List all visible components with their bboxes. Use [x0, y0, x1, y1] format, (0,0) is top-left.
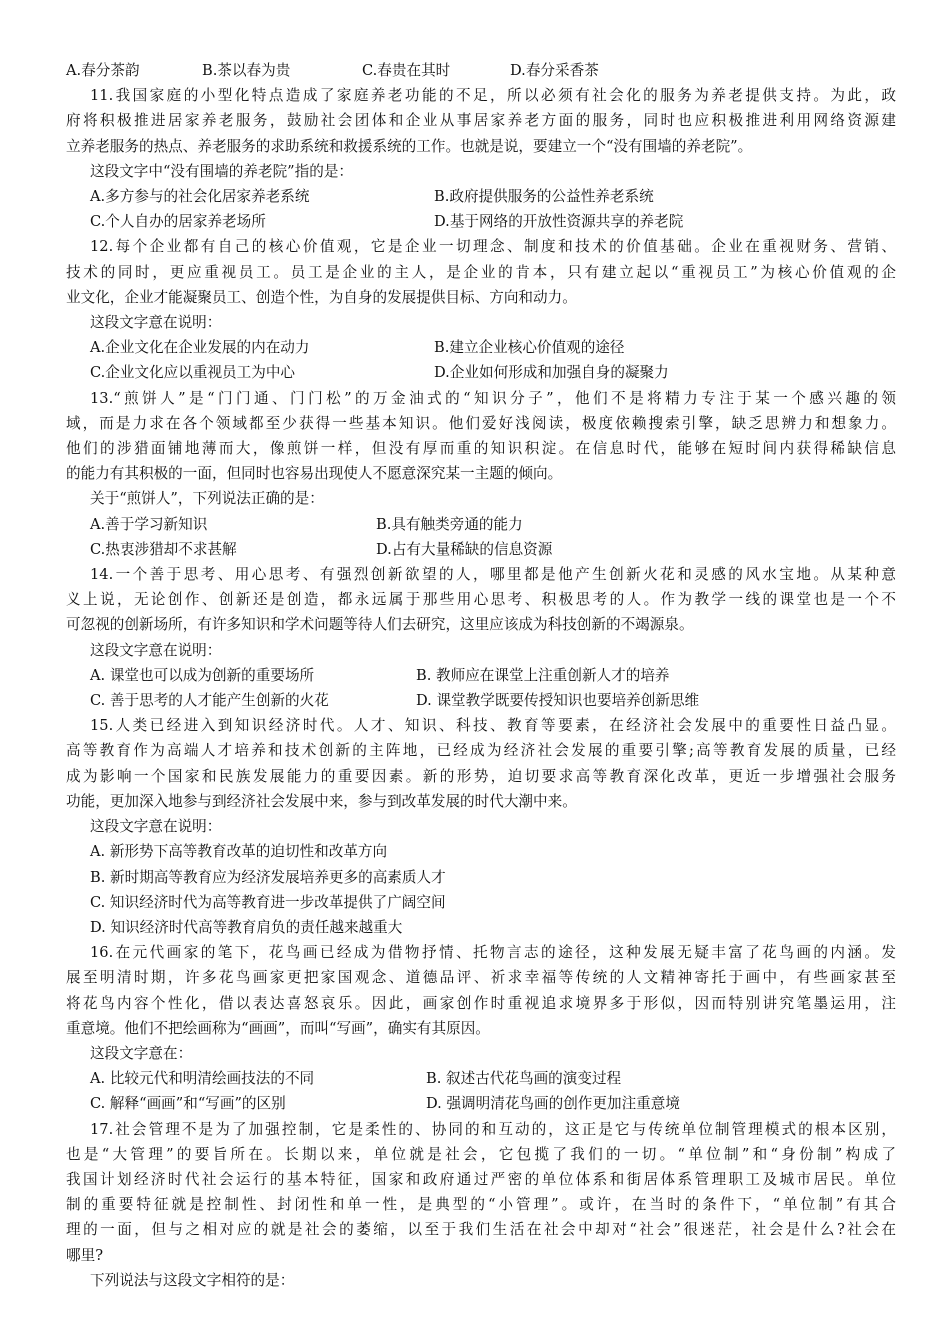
question-17-stem: 下列说法与这段文字相符的是：: [90, 1271, 295, 1289]
question-11-text-line: 府将积极推进居家养老服务，鼓励社会团体和企业从事居家养老方面的服务，同时也应积极推进利用网络资源建: [66, 112, 896, 130]
question-14-text-line: 义上说，无论创作、创新还是创造，都永远属于那些用心思考、积极思考的人。作为教学一线的课堂也是一个不: [66, 591, 896, 609]
question-12-option-row: [66, 335, 896, 360]
question-15-stem: 这段文字意在说明：: [90, 818, 222, 836]
question-13-text-line: 他们的涉猎面铺地薄而大，像煎饼一样，但没有厚而重的知识积淀。在信息时代，能够在短时间内获得稀缺信息: [66, 440, 896, 458]
question-16-option-b: B. 叙述古代花鸟画的演变过程: [426, 1070, 622, 1088]
question-13-stem: 关于“煎饼人”，下列说法正确的是：: [90, 490, 324, 508]
question-15-text-line: 15.人类已经进入到知识经济时代。人才、知识、科技、教育等要素，在经济社会发展中的重要性日益凸显。: [90, 717, 896, 735]
question-15-option-b: B. 新时期高等教育应为经济发展培养更多的高素质人才: [90, 868, 446, 886]
question-11: [66, 83, 896, 234]
question-16-stem: 这段文字意在：: [90, 1044, 193, 1062]
question-12-option-row: [66, 360, 896, 385]
question-16: [66, 940, 896, 1116]
question-13-option-row: [66, 512, 896, 537]
question-17-text-line: 17.社会管理不是为了加强控制，它是柔性的、协同的和互动的，这正是它与传统单位制管理模式的根本区别，: [90, 1120, 896, 1138]
q10-option-d: D.春分采香茶: [510, 62, 599, 79]
question-16-text-line: 展至明清时期，许多花鸟画家更把家国观念、道德品评、祈求幸福等传统的人文精神寄托于画中，有些画家甚至: [66, 969, 896, 987]
question-16-option-row: [66, 1066, 896, 1091]
question-16-option-d: D. 强调明清花鸟画的创作更加注重意境: [426, 1095, 680, 1113]
question-17-text-line: 哪里?: [66, 1246, 104, 1264]
question-12-option-c: C.企业文化应以重视员工为中心: [90, 364, 296, 382]
question-16-option-row: [66, 1091, 896, 1116]
question-12-option-a: A.企业文化在企业发展的内在动力: [90, 339, 310, 357]
question-14-option-row: [66, 688, 896, 713]
question-14-option-row: [66, 663, 896, 688]
question-13-option-d: D.占有大量稀缺的信息资源: [376, 540, 553, 558]
question-16-text-line: 16.在元代画家的笔下，花鸟画已经成为借物抒情、托物言志的途径，这种发展无疑丰富了花鸟画的内涵。发: [90, 944, 896, 962]
question-15-option-a: A. 新形势下高等教育改革的迫切性和改革方向: [90, 843, 388, 861]
question-15: [66, 713, 896, 940]
question-12-option-d: D.企业如何形成和加强自身的凝聚力: [434, 364, 669, 382]
question-13-option-a: A.善于学习新知识: [90, 515, 208, 533]
question-15-text-line: 成为影响一个国家和民族发展能力的重要因素。新的形势，迫切要求高等教育深化改革，更近一步增强社会服务: [66, 767, 896, 785]
q10-options: [66, 58, 896, 83]
question-17-text-line: 制的重要特征就是控制性、封闭性和单一性，是典型的“小管理”。或许，在当时的条件下，“单位制”有其合: [66, 1196, 896, 1214]
question-12-option-b: B.建立企业核心价值观的途径: [434, 339, 625, 357]
question-14: [66, 562, 896, 713]
question-11-option-c: C.个人自办的居家养老场所: [90, 213, 266, 231]
question-17-text-line: 我国计划经济时代社会运行的基本特征，国家和政府通过严密的单位体系和街居体系管理职工及城市居民。单位: [66, 1170, 896, 1188]
question-15-option-d: D. 知识经济时代高等教育肩负的责任越来越重大: [90, 918, 403, 936]
question-16-text-line: 将花鸟内容个性化，借以表达喜怒哀乐。因此，画家创作时重视追求境界多于形似，因而特别讲究笔墨运用，注: [66, 994, 896, 1012]
question-15-text-line: 高等教育作为高端人才培养和技术创新的主阵地，已经成为经济社会发展的重要引擎;高等教育发展的质量，已经: [66, 742, 896, 760]
q10-option-c: C.春贵在其时: [362, 62, 451, 79]
question-14-option-a: A. 课堂也可以成为创新的重要场所: [90, 666, 315, 684]
question-11-stem: 这段文字中“没有围墙的养老院”指的是：: [90, 162, 354, 180]
question-17-text-line: 理的一面，但与之相对应的就是社会的萎缩，以至于我们生活在社会中却对“社会”很迷茫，社会是什么?社会在: [66, 1221, 896, 1239]
question-11-text-line: 11.我国家庭的小型化特点造成了家庭养老功能的不足，所以必须有社会化的服务为养老提供支持。为此，政: [90, 87, 896, 105]
question-14-option-c: C. 善于思考的人才能产生创新的火花: [90, 692, 329, 710]
question-14-text-line: 可忽视的创新场所，有许多知识和学术问题等待人们去研究，这里应该成为科技创新的不竭源泉。: [66, 616, 694, 634]
question-13-text-line: 13.“煎饼人”是“门门通、门门松”的万金油式的“知识分子”，他们不是将精力专注于某一个感兴趣的领: [90, 389, 896, 407]
question-11-option-row: [66, 209, 896, 234]
question-11-option-d: D.基于网络的开放性资源共享的养老院: [434, 213, 684, 231]
question-13-option-row: [66, 537, 896, 562]
question-15-option-c: C. 知识经济时代为高等教育进一步改革提供了广阔空间: [90, 893, 446, 911]
question-13-option-c: C.热衷涉猎却不求甚解: [90, 540, 237, 558]
question-13-option-b: B.具有触类旁通的能力: [376, 515, 523, 533]
question-13: [66, 386, 896, 562]
question-14-option-b: B. 教师应在课堂上注重创新人才的培养: [416, 666, 670, 684]
question-12-text-line: 业文化，企业才能凝聚员工、创造个性，为自身的发展提供目标、方向和动力。: [66, 288, 577, 306]
question-14-text-line: 14.一个善于思考、用心思考、有强烈创新欲望的人，哪里都是他产生创新火花和灵感的风水宝地。从某种意: [90, 566, 896, 584]
question-14-option-d: D. 课堂教学既要传授知识也要培养创新思维: [416, 692, 700, 710]
question-16-option-a: A. 比较元代和明清绘画技法的不同: [90, 1070, 315, 1088]
question-13-text-line: 的能力有其积极的一面，但同时也容易出现使人不愿意深究某一主题的倾向。: [66, 465, 563, 483]
question-15-text-line: 功能，更加深入地参与到经济社会发展中来，参与到改革发展的时代大潮中来。: [66, 792, 577, 810]
q10-option-b: B.茶以春为贵: [202, 62, 291, 79]
question-13-text-line: 域，而是力求在各个领域都至少获得一些基本知识。他们爱好浅阅读，极度依赖搜索引擎，缺乏思辨力和想象力。: [66, 414, 896, 432]
question-16-option-c: C. 解释“画画”和“写画”的区别: [90, 1095, 286, 1113]
question-12: [66, 234, 896, 385]
question-12-text-line: 技术的同时，更应重视员工。员工是企业的主人，是企业的肯本，只有建立起以“重视员工”为核心价值观的企: [66, 263, 896, 281]
question-11-option-a: A.多方参与的社会化居家养老系统: [90, 188, 310, 206]
question-list: [66, 83, 896, 1293]
question-17-text-line: 也是“大管理”的要旨所在。长期以来，单位就是社会，它包揽了我们的一切。“单位制”和“身份制”构成了: [66, 1145, 896, 1163]
question-12-text-line: 12.每个企业都有自己的核心价值观，它是企业一切理念、制度和技术的价值基础。企业在重视财务、营销、: [90, 238, 896, 256]
question-14-stem: 这段文字意在说明：: [90, 641, 222, 659]
question-12-stem: 这段文字意在说明：: [90, 314, 222, 332]
question-17: [66, 1117, 896, 1293]
question-11-option-b: B.政府提供服务的公益性养老系统: [434, 188, 654, 206]
question-16-text-line: 重意境。他们不把绘画称为“画画”，而叫“写画”，确实有其原因。: [66, 1019, 490, 1037]
question-11-text-line: 立养老服务的热点、养老服务的求助系统和救援系统的工作。也就是说，要建立一个“没有围墙的养老院”。: [66, 137, 753, 155]
q10-option-a: A.春分茶韵: [66, 62, 140, 79]
question-11-option-row: [66, 184, 896, 209]
